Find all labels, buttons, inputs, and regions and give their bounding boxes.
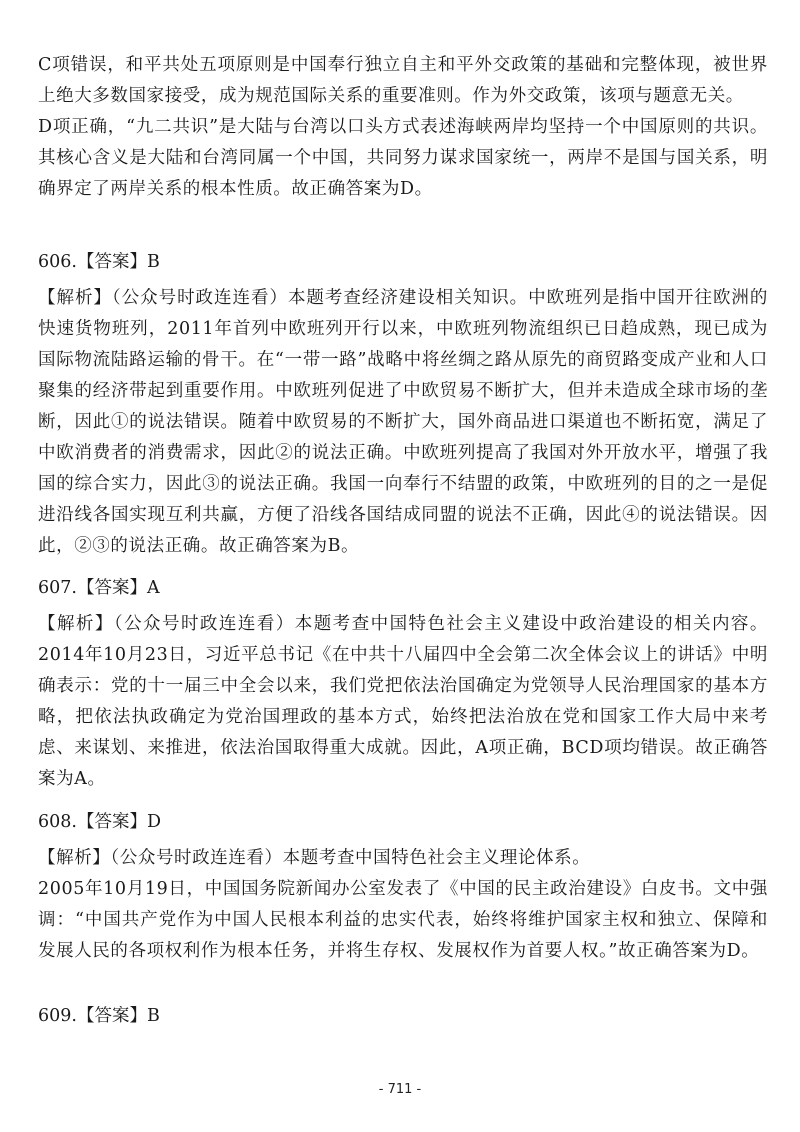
option-c-explanation: C项错误，和平共处五项原则是中国奉行独立自主和平外交政策的基础和完整体现，被世界上绝大多数国家接受，成为规范国际关系的重要准则。作为外交政策，该项与题意无关。 xyxy=(38,55,768,106)
analysis-607: 【解析】（公众号时政连连看）本题考查中国特色社会主义建设中政治建设的相关内容。2014年10月23日，习近平总书记《在中共十八届四中全会第二次全体会议上的讲话》中明确表示：党的十一届三中全会以来，我们党把依法治国确定为党领导人民治理国家的基本方略，把依法执政确定为党治国理政的基本方式，始终把法治放在党和国家工作大局中来考虑、来谋划、来推进，依法治国取得重大成就。因此，A项正确，BCD项均错误。故正确答案为A。 xyxy=(38,614,768,789)
answer-608: 608.【答案】D xyxy=(38,812,161,832)
answer-609: 609.【答案】B xyxy=(38,1006,160,1026)
option-d-explanation: D项正确，“九二共识”是大陆与台湾以口头方式表述海峡两岸均坚持一个中国原则的共识。其核心含义是大陆和台湾同属一个中国，共同努力谋求国家统一，两岸不是国与国关系，明确界定了两岸关系的根本性质。故正确答案为D。 xyxy=(38,117,768,199)
analysis-608-detail: 2005年10月19日，中国国务院新闻办公室发表了《中国的民主政治建设》白皮书。文中强调：“中国共产党作为中国人民根本利益的忠实代表，始终将维护国家主权和独立、保障和发展人民的各项权利作为根本任务，并将生存权、发展权作为首要人权。”故正确答案为D。 xyxy=(38,879,768,961)
analysis-608: 【解析】（公众号时政连连看）本题考查中国特色社会主义理论体系。 xyxy=(38,848,591,868)
answer-606: 606.【答案】B xyxy=(38,252,160,272)
page-number: - 711 - xyxy=(378,1082,422,1097)
answer-607: 607.【答案】A xyxy=(38,578,160,598)
analysis-606: 【解析】（公众号时政连连看）本题考查经济建设相关知识。中欧班列是指中国开往欧洲的快速货物班列，2011年首列中欧班列开行以来，中欧班列物流组织已日趋成熟，现已成为国际物流陆路运输的骨干。在“一带一路”战略中将丝绸之路从原先的商贸路变成产业和人口聚集的经济带起到重要作用。中欧班列促进了中欧贸易不断扩大，但并未造成全球市场的垄断，因此①的说法错误。随着中欧贸易的不断扩大，国外商品进口渠道也不断拓宽，满足了中欧消费者的消费需求，因此②的说法正确。中欧班列提高了我国对外开放水平，增强了我国的综合实力，因此③的说法正确。我国一向奉行不结盟的政策，中欧班列的目的之一是促进沿线各国实现互利共赢，方便了沿线各国结成同盟的说法不正确，因此④的说法错误。因此，②③的说法正确。故正确答案为B。 xyxy=(38,288,768,556)
